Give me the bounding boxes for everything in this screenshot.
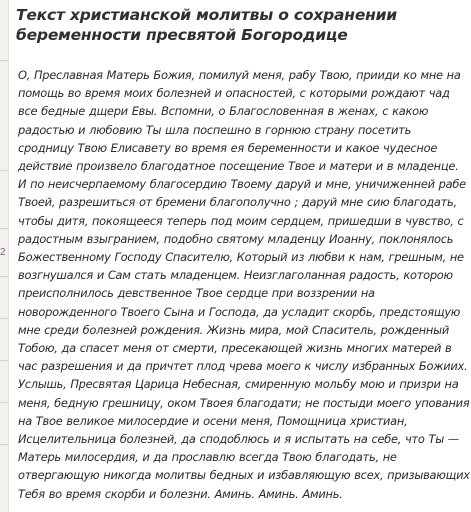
divider	[0, 318, 8, 319]
divider	[0, 402, 8, 403]
divider	[0, 444, 8, 445]
divider	[0, 276, 8, 277]
prayer-text: О, Преславная Матерь Божия, помилуй меня, рабу Твою, прииди ко мне на помощь во время моих болезней и опасностей, с которыми рождают чад все бедные дщери Евы. Вспомни, о Благословенная в женах, с какою радостью и любовию Ты шла поспешно в горнюю страну посетить сродницу Твою Елисавету во время ея беременности и какое чудесное действие произвело благодатное посещение Твое и матери и в младенце. И по неисчерпаемому благосердию Твоему даруй и мне, уничиженней рабе Твоей, разрешиться от бремени благополучно ; даруй мне сию благодать, чтобы дитя, покоящееся теперь под моим сердцем, пришедши в чувство, с радостным взыгранием, подобно святому младенцу Иоанну, поклонялось Божественному Господу Спасителю, Который из любви к нам, грешным, не возгнушался и Сам стать младенцем. Неизглаголанная радость, которою преисполнилось девственное Твое сердце при воззрении на новорожденного Твоего Сына и Господа, да усладит скорбь, предстоящую мне среди болезней рождения. Жизнь мира, мой Спаситель, рожденный Тобою, да спасет меня от смерти, пресекающей жизнь многих матерей в час разрешения и да причтет плод чрева моего к числу избранных Божиих. Услышь, Пресвятая Царица Небесная, смиренную мольбу мою и призри на меня, бедную грешницу, оком Твоея благодати; не постыди моего упования на Твое великое милосердие и осени меня, Помощница христиан, Исцелительница болезней, да сподоблюсь и я испытать на себе, что Ты — Матерь милосердия, и да прославлю всегда Твою благодать, не отвергающую никогда молитвы бедных и избавляющую всех, призывающих Тебя во время скорби и болезни. Аминь. Аминь. Аминь.	[18, 68, 470, 501]
side-margin-digit: 2	[0, 247, 6, 258]
divider	[0, 228, 8, 229]
divider	[0, 360, 8, 361]
prayer-title: Текст христианской молитвы о сохранении беременности пресвятой Богородице	[16, 6, 397, 44]
divider	[0, 170, 8, 171]
divider	[0, 60, 8, 61]
